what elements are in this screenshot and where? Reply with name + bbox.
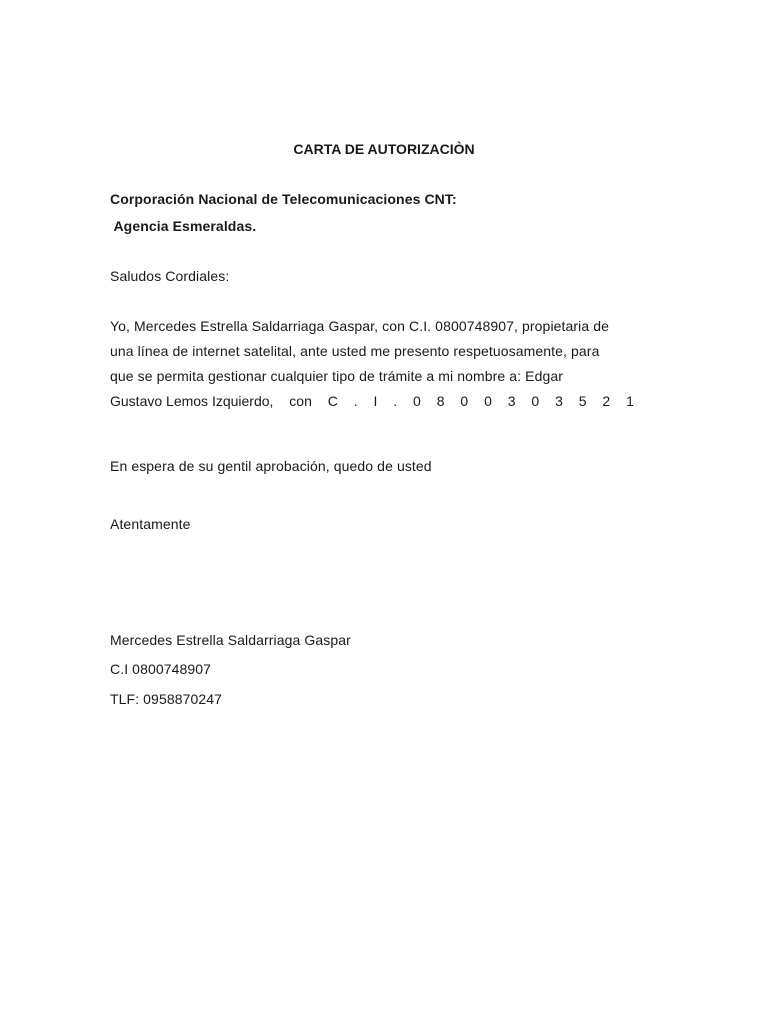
body-line-4-token: . xyxy=(353,393,358,409)
body-line-4-token: 0 xyxy=(413,393,421,409)
body-line-2: una línea de internet satelital, ante usted me presento respetuosamente, para xyxy=(110,343,600,359)
body-line-4-token: 8 xyxy=(436,393,445,409)
body-line-4-token: 0 xyxy=(531,393,540,409)
signature-ci: C.I 0800748907 xyxy=(110,661,212,677)
body-line-4-token: 3 xyxy=(507,393,516,409)
recipient-agency: Agencia Esmeraldas. xyxy=(110,218,257,234)
recipient-organization: Corporación Nacional de Telecomunicaciones CNT: xyxy=(110,191,457,207)
body-line-4-token: 2 xyxy=(602,393,611,409)
greeting: Saludos Cordiales: xyxy=(110,268,230,284)
body-line-1: Yo, Mercedes Estrella Saldarriaga Gaspar, con C.I. 0800748907, propietaria de xyxy=(110,318,610,334)
body-line-4-token: Gustavo Lemos Izquierdo, xyxy=(110,393,274,409)
signature-name: Mercedes Estrella Saldarriaga Gaspar xyxy=(110,632,351,648)
body-line-4-token: 0 xyxy=(484,393,492,409)
body-line-4-token: con xyxy=(289,393,312,409)
body-line-4-token: 1 xyxy=(626,393,634,409)
closing-line: En espera de su gentil aprobación, quedo de usted xyxy=(110,458,432,474)
body-line-4-token: C xyxy=(327,393,338,409)
body-line-3: que se permita gestionar cualquier tipo de trámite a mi nombre a: Edgar xyxy=(110,368,564,384)
body-line-4-token: 3 xyxy=(555,393,563,409)
body-line-4-token: I xyxy=(373,393,378,409)
letter-title: CARTA DE AUTORIZACIÒN xyxy=(293,141,475,157)
body-line-4 xyxy=(110,392,634,410)
body-line-4-token: 0 xyxy=(460,393,469,409)
body-line-4-token: . xyxy=(393,393,398,409)
sign-off: Atentamente xyxy=(110,516,191,532)
body-line-4-token: 5 xyxy=(578,393,587,409)
signature-phone: TLF: 0958870247 xyxy=(110,691,223,707)
